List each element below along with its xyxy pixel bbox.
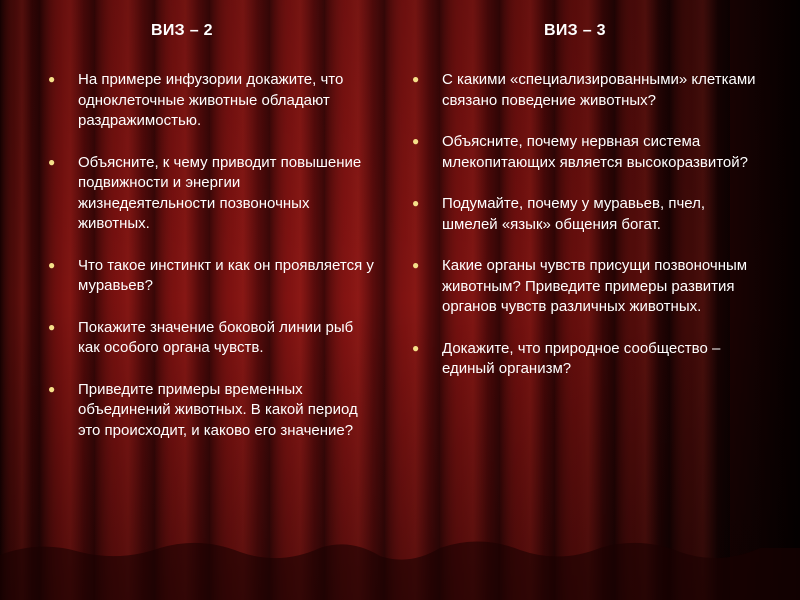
bullet-icon: ● xyxy=(48,381,56,396)
list-item xyxy=(48,318,378,359)
question-text: Подумайте, почему у муравьев, пчел, шмелей «язык» общения богат. xyxy=(442,195,706,233)
question-text: Объясните, почему нервная система млекопитающих является высокоразвитой? xyxy=(442,133,748,171)
right-question-list xyxy=(412,70,757,401)
left-question-list xyxy=(48,70,378,462)
left-column-title: ВИЗ – 2 xyxy=(151,22,213,39)
list-item xyxy=(412,194,757,235)
bullet-icon: ● xyxy=(48,72,56,86)
list-item xyxy=(412,339,757,380)
question-text: Покажите значение боковой линии рыб как особого органа чувств. xyxy=(78,318,354,356)
bullet-icon: ● xyxy=(48,257,56,272)
question-text: Докажите, что природное сообщество – единый организм? xyxy=(442,339,721,377)
list-item xyxy=(48,70,378,132)
list-item xyxy=(412,70,757,111)
bullet-icon: ● xyxy=(412,134,420,148)
question-text: С какими «специализированными» клетками связано поведение животных? xyxy=(442,71,756,109)
question-text: На примере инфузории докажите, что одноклеточные животные обладают раздражимостью. xyxy=(78,71,344,129)
list-item xyxy=(412,132,757,173)
bullet-icon: ● xyxy=(412,196,420,210)
list-item xyxy=(48,153,378,235)
bullet-icon: ● xyxy=(412,340,420,355)
right-column-title: ВИЗ – 3 xyxy=(544,22,606,39)
bullet-icon: ● xyxy=(48,154,56,169)
list-item xyxy=(412,256,757,318)
list-item xyxy=(48,256,378,297)
bullet-icon: ● xyxy=(48,319,56,334)
question-text: Приведите примеры временных объединений животных. В какой период это происходит, и каково его значение? xyxy=(78,380,358,439)
question-text: Объясните, к чему приводит повышение подвижности и энергии жизнедеятельности позвоночных животных. xyxy=(78,153,362,232)
list-item xyxy=(48,380,378,442)
bullet-icon: ● xyxy=(412,258,420,272)
question-text: Какие органы чувств присущи позвоночным животным? Приведите примеры развития органов чувств различных животных. xyxy=(442,257,748,315)
question-text: Что такое инстинкт и как он проявляется у муравьев? xyxy=(78,256,374,294)
bullet-icon: ● xyxy=(412,72,420,86)
